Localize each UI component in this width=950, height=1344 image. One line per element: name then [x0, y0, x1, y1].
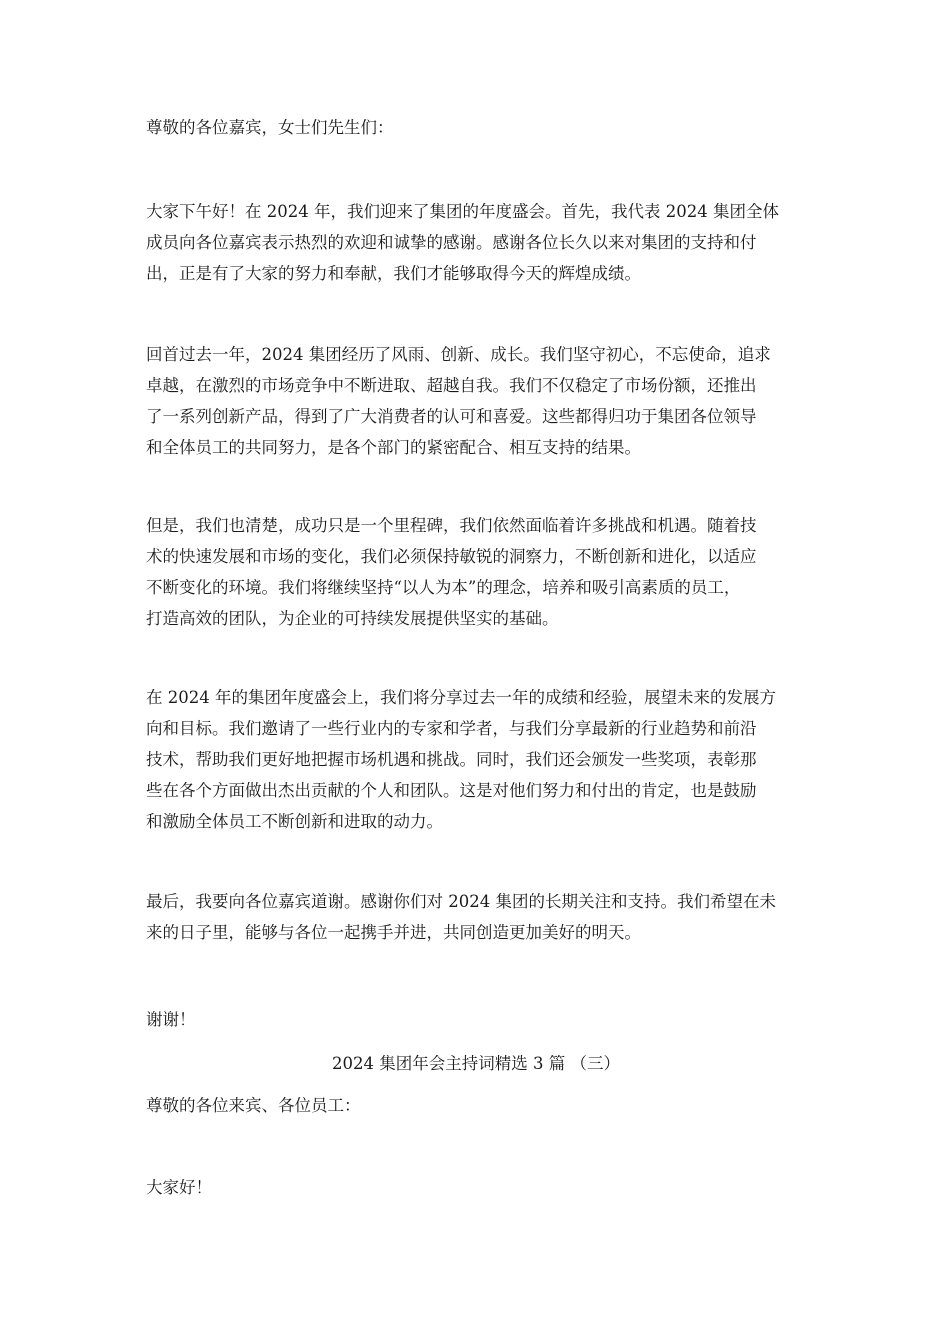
paragraph-line: 技术，帮助我们更好地把握市场机遇和挑战。同时，我们还会颁发一些奖项，表彰那 — [146, 750, 757, 769]
paragraph-line: 但是，我们也清楚，成功只是一个里程碑，我们依然面临着许多挑战和机遇。随着技 — [146, 516, 757, 535]
salutation-2: 尊敬的各位来宾、各位员工： — [146, 1096, 361, 1115]
paragraph-line: 些在各个方面做出杰出贡献的个人和团队。这是对他们努力和付出的肯定，也是鼓励 — [146, 781, 757, 800]
section-title: 2024 集团年会主持词精选 3 篇 （三） — [332, 1054, 620, 1073]
paragraph-line: 来的日子里，能够与各位一起携手并进，共同创造更加美好的明天。 — [146, 923, 641, 942]
paragraph-line: 卓越，在激烈的市场竞争中不断进取、超越自我。我们不仅稳定了市场份额，还推出 — [146, 376, 757, 395]
greeting-2: 大家好！ — [146, 1178, 212, 1197]
salutation-1: 尊敬的各位嘉宾，女士们先生们： — [146, 118, 394, 137]
closing-thanks: 谢谢！ — [146, 1010, 196, 1029]
paragraph-line: 术的快速发展和市场的变化，我们必须保持敏锐的洞察力，不断创新和进化，以适应 — [146, 547, 757, 566]
paragraph-line: 出，正是有了大家的努力和奉献，我们才能够取得今天的辉煌成绩。 — [146, 264, 641, 283]
paragraph-line: 向和目标。我们邀请了一些行业内的专家和学者，与我们分享最新的行业趋势和前沿 — [146, 719, 757, 738]
paragraph-line: 成员向各位嘉宾表示热烈的欢迎和诚挚的感谢。感谢各位长久以来对集团的支持和付 — [146, 233, 757, 252]
paragraph-line: 和激励全体员工不断创新和进取的动力。 — [146, 812, 443, 831]
paragraph-line: 在 2024 年的集团年度盛会上，我们将分享过去一年的成绩和经验，展望未来的发展方 — [146, 688, 776, 707]
paragraph-line: 大家下午好！在 2024 年，我们迎来了集团的年度盛会。首先，我代表 2024 集团全体 — [146, 202, 779, 221]
paragraph-3 — [146, 510, 806, 634]
paragraph-line: 了一系列创新产品，得到了广大消费者的认可和喜爱。这些都得归功于集团各位领导 — [146, 407, 757, 426]
paragraph-1 — [146, 196, 806, 289]
paragraph-line: 打造高效的团队，为企业的可持续发展提供坚实的基础。 — [146, 609, 559, 628]
paragraph-2 — [146, 339, 806, 463]
paragraph-4 — [146, 682, 806, 837]
paragraph-line: 不断变化的环境。我们将继续坚持“以人为本”的理念，培养和吸引高素质的员工， — [146, 578, 741, 597]
paragraph-5 — [146, 886, 806, 948]
paragraph-line: 最后，我要向各位嘉宾道谢。感谢你们对 2024 集团的长期关注和支持。我们希望在未 — [146, 892, 776, 911]
paragraph-line: 回首过去一年，2024 集团经历了风雨、创新、成长。我们坚守初心，不忘使命，追求 — [146, 345, 771, 364]
paragraph-line: 和全体员工的共同努力，是各个部门的紧密配合、相互支持的结果。 — [146, 438, 641, 457]
